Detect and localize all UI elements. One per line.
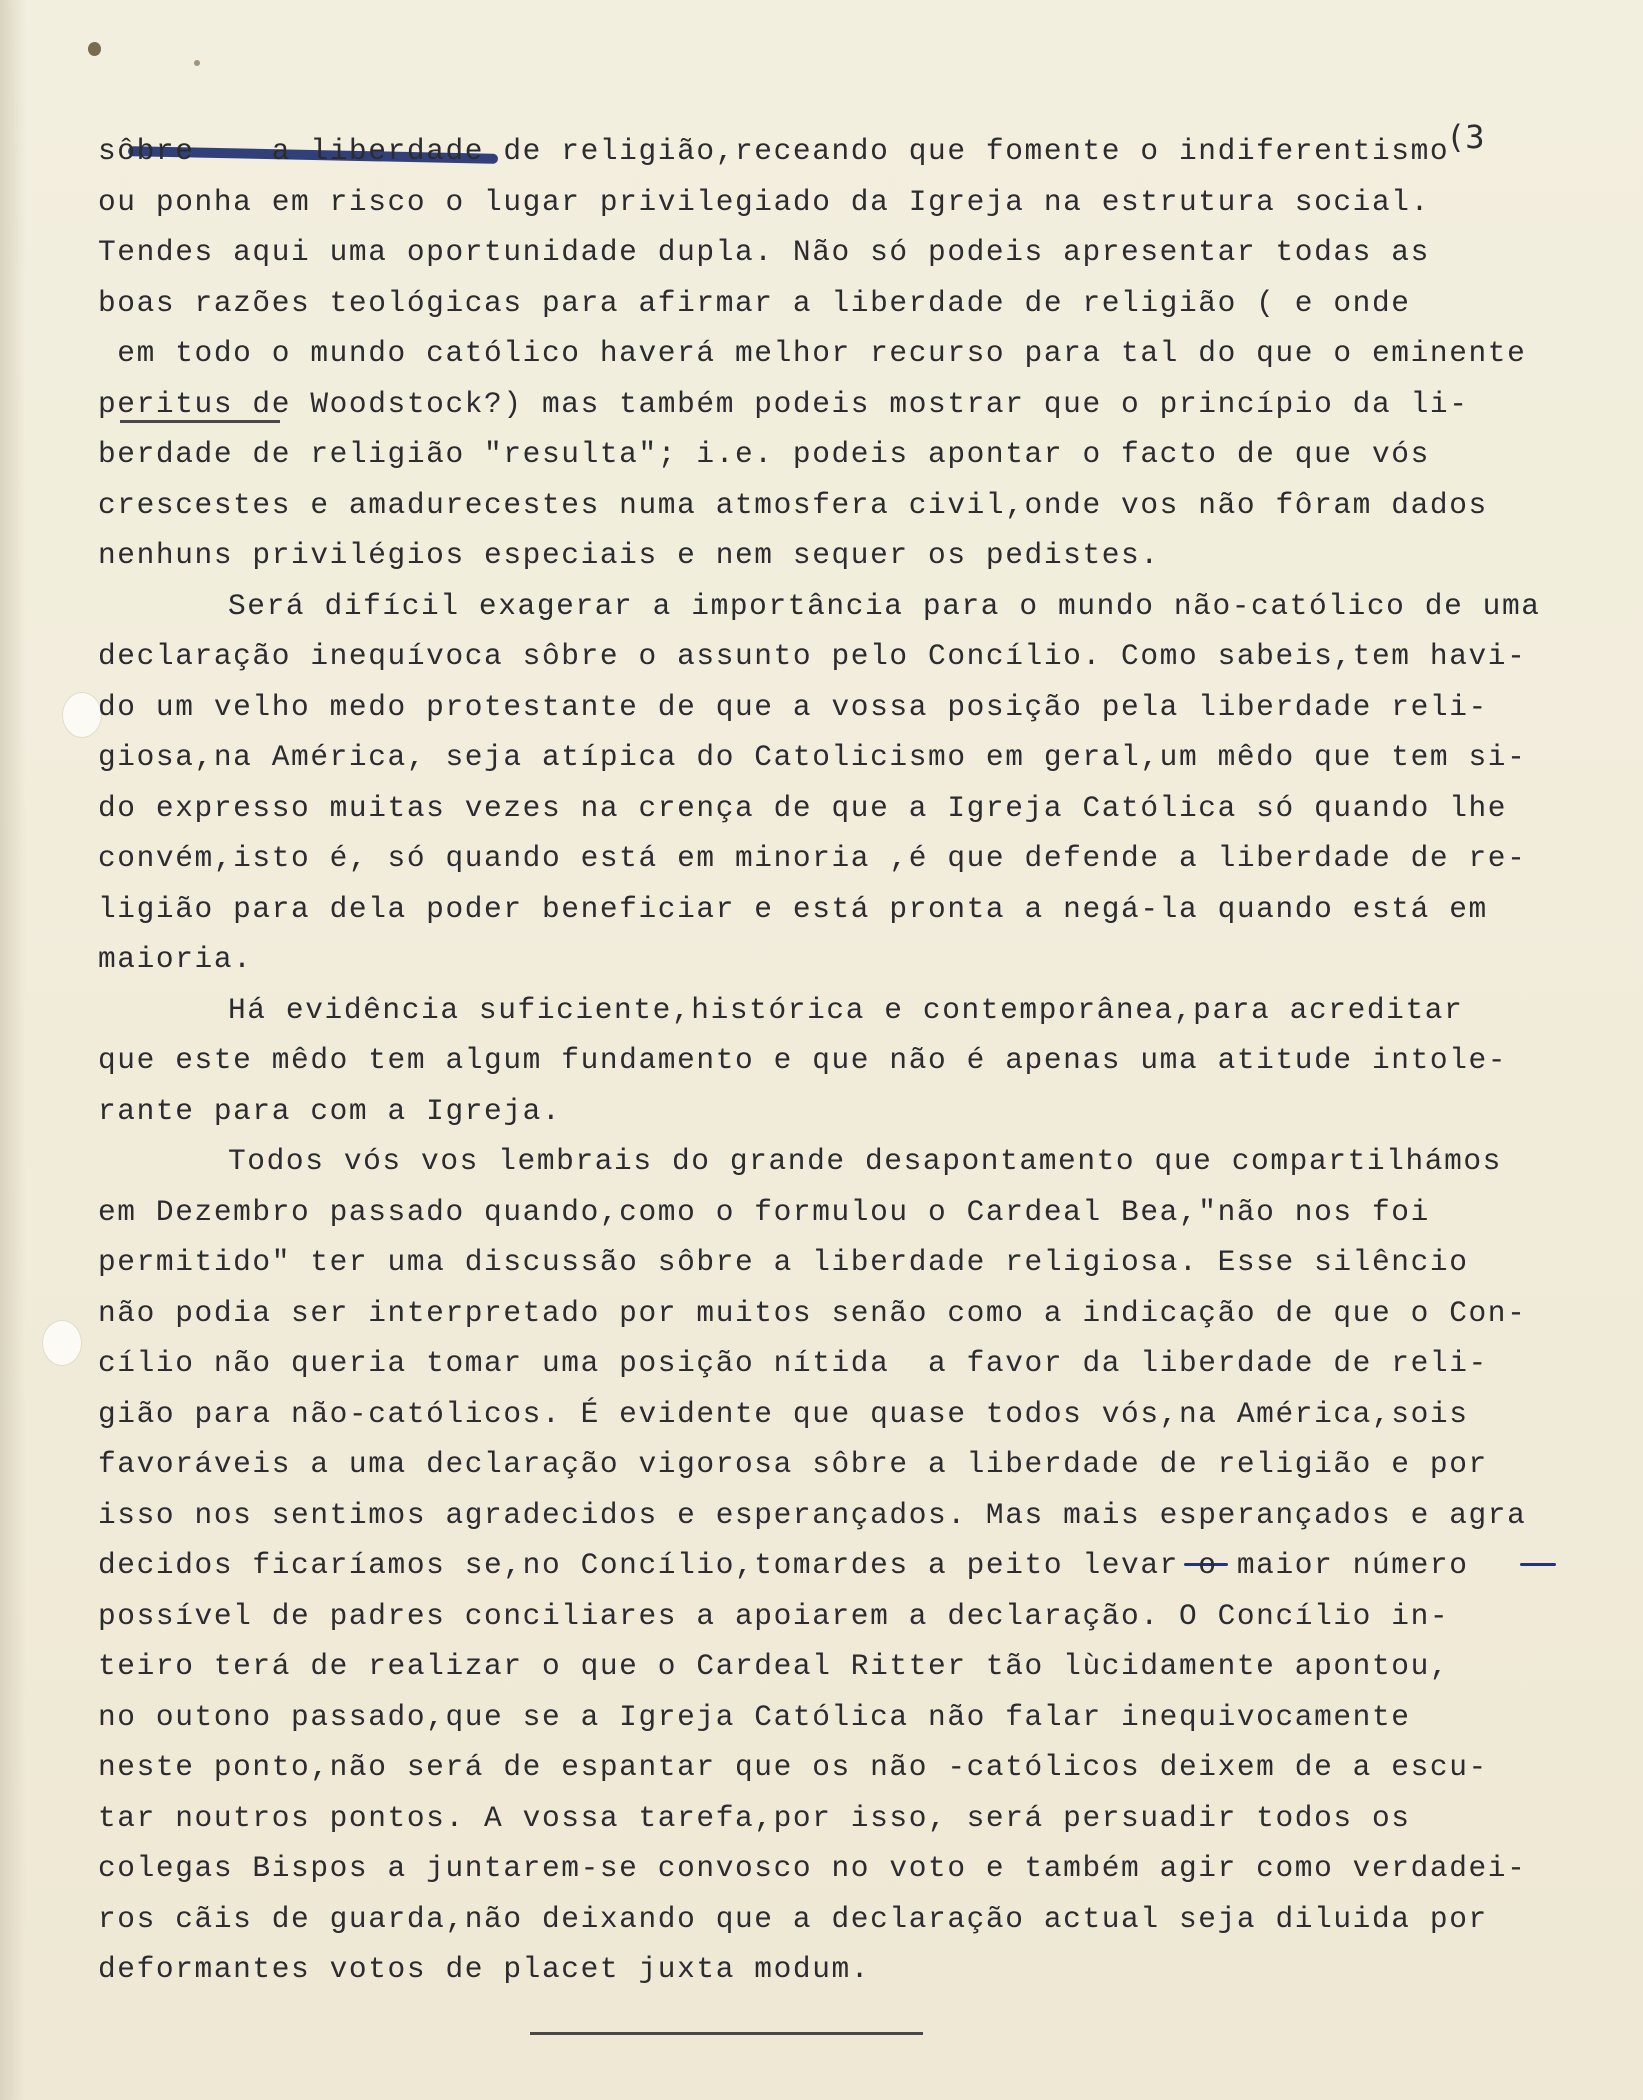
text-line: neste ponto,não será de espantar que os não -católicos deixem de a escu- bbox=[98, 1750, 1488, 1784]
text-line: em Dezembro passado quando,como o formulou o Cardeal Bea,"não nos foi bbox=[98, 1194, 1430, 1229]
text-line: maioria. bbox=[98, 942, 253, 976]
text-line: permitido" ter uma discussão sôbre a liberdade religiosa. Esse silêncio bbox=[98, 1245, 1469, 1279]
text-line: do expresso muitas vezes na crença de que a Igreja Católica só quando lhe bbox=[98, 790, 1508, 825]
text-line: isso nos sentimos agradecidos e esperançados. Mas mais esperançados e agra bbox=[98, 1497, 1527, 1532]
punch-hole-lower bbox=[42, 1320, 82, 1366]
text-line: cílio não queria tomar uma posição nítida a favor da liberdade de reli- bbox=[98, 1346, 1488, 1380]
typed-text-body bbox=[98, 126, 1598, 1995]
underline-placet-juxta-modum bbox=[530, 2032, 923, 2035]
text-line: gião para não-católicos. É evidente que quase todos vós,na América,sois bbox=[98, 1396, 1469, 1431]
text-line: convém,isto é, só quando está em minoria ,é que defende a liberdade de re- bbox=[98, 841, 1527, 875]
text-line: boas razões teológicas para afirmar a liberdade de religião ( e onde bbox=[98, 285, 1411, 320]
text-line: declaração inequívoca sôbre o assunto pelo Concílio. Como sabeis,tem havi- bbox=[98, 639, 1527, 673]
text-line: colegas Bispos a juntarem-se convosco no voto e também agir como verdadei- bbox=[98, 1851, 1527, 1885]
text-line: sôbre a liberdade de religião,receando que fomente o indiferentismo bbox=[98, 134, 1450, 168]
ink-stain bbox=[88, 42, 101, 56]
text-line: não podia ser interpretado por muitos senão como a indicação de que o Con- bbox=[98, 1295, 1527, 1330]
text-line: peritus de Woodstock?) mas também podeis mostrar que o princípio da li- bbox=[98, 386, 1469, 421]
ink-speck bbox=[194, 60, 200, 66]
text-line: que este mêdo tem algum fundamento e que não é apenas uma atitude intole- bbox=[98, 1043, 1508, 1077]
text-line: favoráveis a uma declaração vigorosa sôbre a liberdade de religião e por bbox=[98, 1447, 1488, 1481]
paragraph-start-line: Há evidência suficiente,histórica e contemporânea,para acreditar bbox=[228, 992, 1464, 1027]
text-line: Tendes aqui uma oportunidade dupla. Não só podeis apresentar todas as bbox=[98, 235, 1430, 269]
text-line: em todo o mundo católico haverá melhor recurso para tal do que o eminente bbox=[98, 336, 1527, 370]
text-line: no outono passado,que se a Igreja Católica não falar inequivocamente bbox=[98, 1699, 1411, 1734]
text-line: ou ponha em risco o lugar privilegiado da Igreja na estrutura social. bbox=[98, 184, 1430, 219]
text-line: possível de padres conciliares a apoiarem a declaração. O Concílio in- bbox=[98, 1598, 1450, 1633]
page-number: (3 bbox=[1446, 118, 1485, 156]
text-line: ligião para dela poder beneficiar e está pronta a negá-la quando está em bbox=[98, 891, 1488, 926]
text-line: nenhuns privilégios especiais e nem sequer os pedistes. bbox=[98, 538, 1160, 572]
text-line: crescestes e amadurecestes numa atmosfera civil,onde vos não fôram dados bbox=[98, 487, 1488, 522]
punch-hole-upper bbox=[62, 692, 102, 738]
text-line: teiro terá de realizar o que o Cardeal Ritter tão lùcidamente apontou, bbox=[98, 1649, 1450, 1683]
paragraph-start-line: Será difícil exagerar a importância para o mundo não-católico de uma bbox=[228, 588, 1541, 623]
text-line: rante para com a Igreja. bbox=[98, 1093, 562, 1128]
text-line: giosa,na América, seja atípica do Catolicismo em geral,um mêdo que tem si- bbox=[98, 740, 1527, 774]
text-line: tar noutros pontos. A vossa tarefa,por isso, será persuadir todos os bbox=[98, 1800, 1411, 1835]
text-line: do um velho medo protestante de que a vossa posição pela liberdade reli- bbox=[98, 689, 1488, 724]
text-line: ros cãis de guarda,não deixando que a declaração actual seja diluida por bbox=[98, 1901, 1488, 1936]
paper-edge-shadow bbox=[0, 0, 26, 2100]
text-line: decidos ficaríamos se,no Concílio,tomardes a peito levar o maior número bbox=[98, 1548, 1469, 1582]
text-line: berdade de religião "resulta"; i.e. podeis apontar o facto de que vós bbox=[98, 437, 1430, 471]
paragraph-start-line: Todos vós vos lembrais do grande desapontamento que compartilhámos bbox=[228, 1144, 1502, 1178]
text-line: deformantes votos de placet juxta modum. bbox=[98, 1952, 871, 1986]
